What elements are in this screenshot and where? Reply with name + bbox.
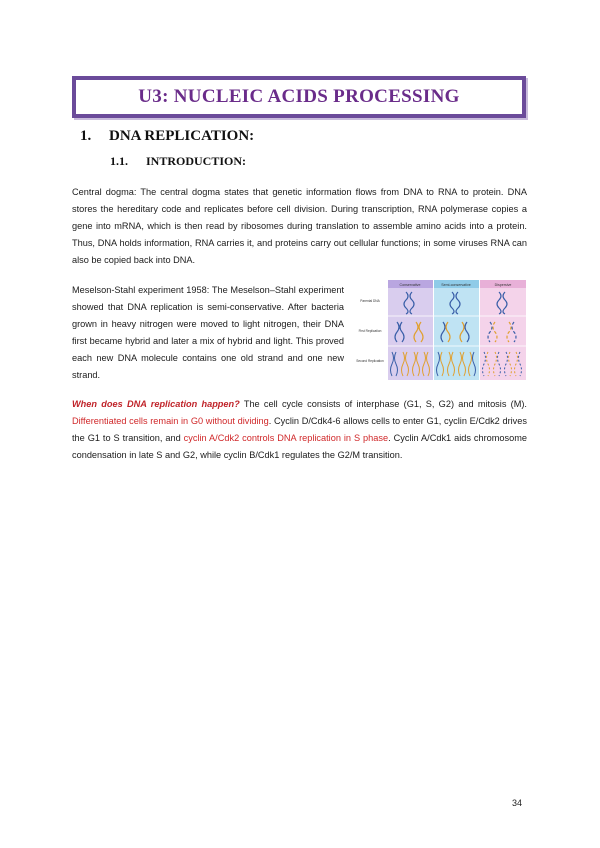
g0-highlight: Differentiated cells remain in G0 without dividing [72, 416, 269, 426]
replication-models-figure [354, 280, 528, 380]
meselson-stahl-paragraph: Meselson-Stahl experiment 1958: The Meselson–Stahl experiment showed that DNA replication is semi-conservative. After bacteria grown in heavy nitrogen were moved to light nitrogen, their DNA first became hybrid and later a mix of hybrid and light. This proved each new DNA molecule contains one old strand and one new strand. [72, 285, 344, 380]
cell-cycle-text-1: The cell cycle consists of interphase (G1, S, G2) and mitosis (M). [239, 399, 527, 409]
second-replication-row-label: Second Replication [356, 359, 384, 363]
section-heading [80, 128, 254, 145]
subsection-heading [110, 154, 246, 169]
chapter-title-box [72, 76, 526, 118]
semi-conservative-header: Semi-conservative [441, 283, 471, 287]
cell-cycle-text-2: . Cyclin D/Cdk4-6 allows cells to enter G1, cyclin E/Cdk2 drives the G1 to S transition, and [72, 416, 527, 443]
central-dogma-paragraph: Central dogma: The central dogma states that genetic information flows from DNA to RNA to protein. DNA stores the hereditary code and replicates before cell division. During transcription, RNA polymerase copies a gene into mRNA, which is then read by ribosomes during translation to assemble amino acids into a protein. Thus, DNA holds information, RNA carries it, and proteins carry out cellular functions; in some viruses RNA can also be copied back into DNA. [72, 187, 527, 265]
page-number: 34 [512, 798, 523, 808]
chapter-title: U3: NUCLEIC ACIDS PROCESSING [138, 86, 460, 107]
subsection-title: INTRODUCTION: [146, 154, 247, 168]
parental-row-label: Parental DNA [360, 299, 380, 303]
first-replication-row-label: First Replication [358, 329, 382, 333]
replication-models-diagram [354, 280, 528, 380]
cyclin-a-highlight: cyclin A/Cdk2 controls DNA replication in S phase [183, 433, 389, 443]
dispersive-header: Dispersive [494, 283, 512, 287]
cell-cycle-question: When does DNA replication happen? [72, 399, 240, 409]
subsection-number: 1.1. [110, 154, 128, 168]
section-number: 1. [80, 128, 92, 144]
conservative-header: Conservative [399, 283, 421, 287]
cell-cycle-paragraph [72, 396, 527, 464]
section-title: DNA REPLICATION: [109, 128, 255, 144]
cell-cycle-text-3: . Cyclin A/Cdk1 aids chromosome condensation in late S and G2, while cyclin B/Cdk1 regulates the G2/M transition. [72, 433, 528, 460]
